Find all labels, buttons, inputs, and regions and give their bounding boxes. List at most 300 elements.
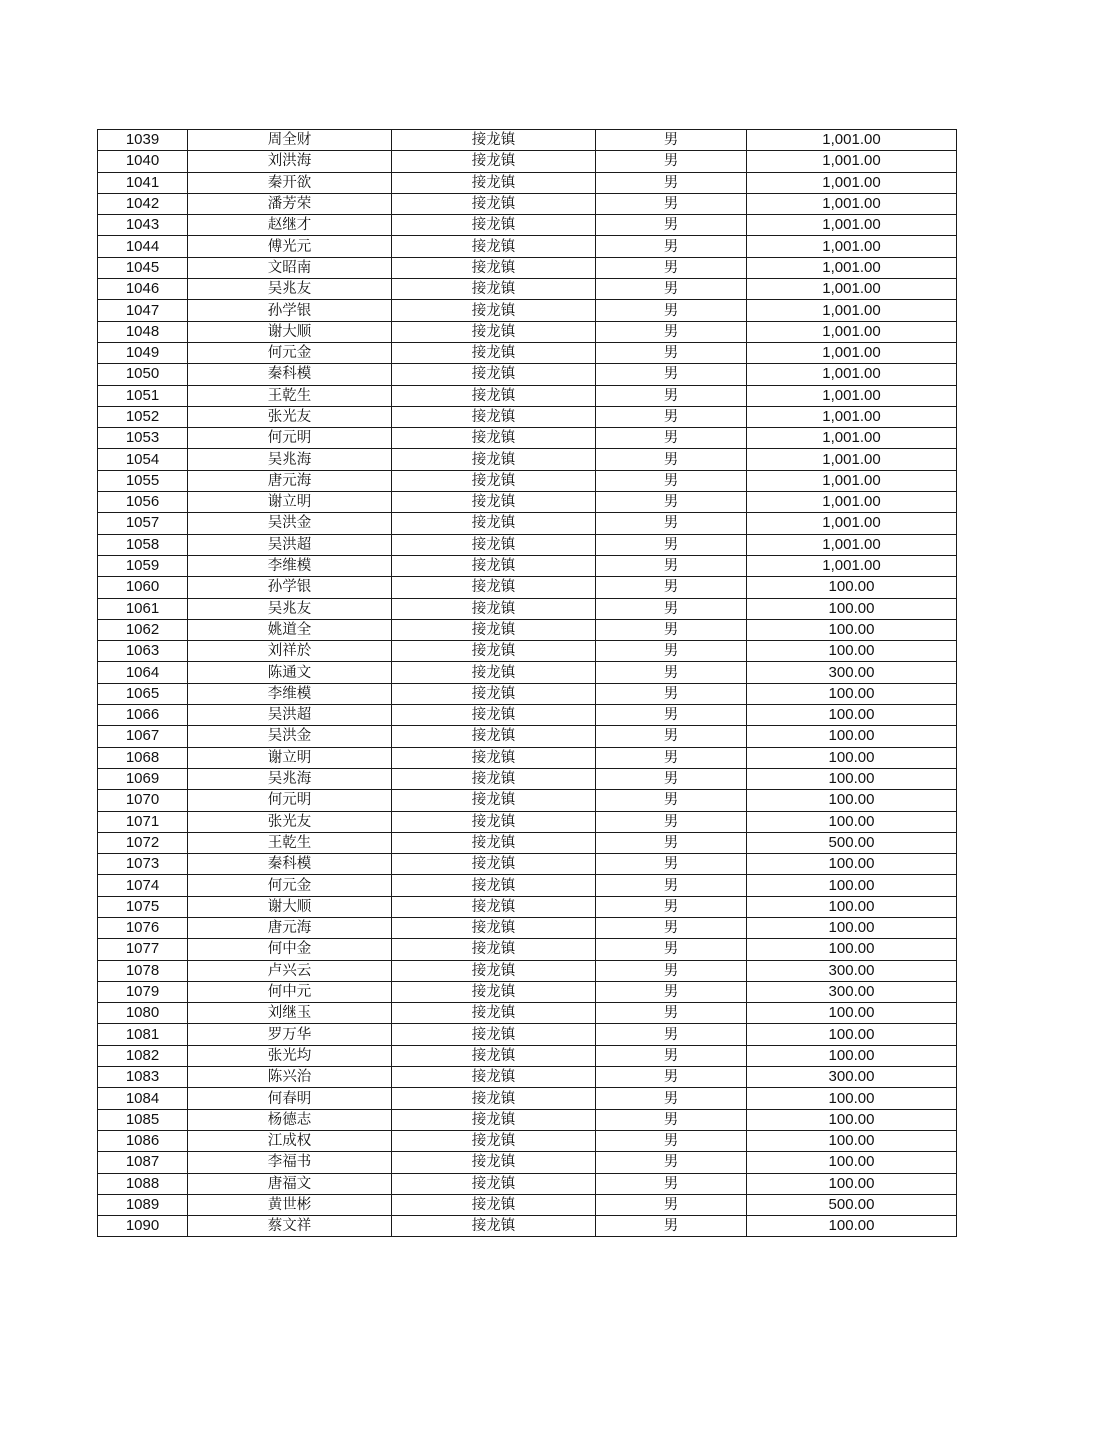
cell-amount: 100.00 (747, 1216, 957, 1237)
cell-name: 杨德志 (188, 1109, 392, 1130)
cell-town: 接龙镇 (392, 790, 596, 811)
cell-amount: 100.00 (747, 1109, 957, 1130)
cell-town: 接龙镇 (392, 1067, 596, 1088)
roster-table-body (98, 130, 957, 1237)
cell-gender: 男 (596, 236, 747, 257)
cell-name: 秦科模 (188, 364, 392, 385)
cell-amount: 100.00 (747, 768, 957, 789)
cell-amount: 1,001.00 (747, 236, 957, 257)
cell-gender: 男 (596, 832, 747, 853)
cell-amount: 100.00 (747, 1130, 957, 1151)
cell-gender: 男 (596, 747, 747, 768)
cell-name: 吴洪金 (188, 513, 392, 534)
table-row (98, 790, 957, 811)
table-row (98, 236, 957, 257)
cell-town: 接龙镇 (392, 193, 596, 214)
cell-gender: 男 (596, 151, 747, 172)
cell-town: 接龙镇 (392, 1088, 596, 1109)
cell-gender: 男 (596, 492, 747, 513)
cell-amount: 100.00 (747, 811, 957, 832)
cell-town: 接龙镇 (392, 215, 596, 236)
cell-number: 1048 (98, 321, 188, 342)
cell-amount: 100.00 (747, 577, 957, 598)
cell-name: 孙学银 (188, 300, 392, 321)
cell-name: 吴兆友 (188, 598, 392, 619)
cell-number: 1040 (98, 151, 188, 172)
table-row (98, 641, 957, 662)
cell-gender: 男 (596, 428, 747, 449)
cell-gender: 男 (596, 534, 747, 555)
cell-town: 接龙镇 (392, 598, 596, 619)
cell-town: 接龙镇 (392, 641, 596, 662)
cell-gender: 男 (596, 960, 747, 981)
cell-number: 1085 (98, 1109, 188, 1130)
table-row (98, 896, 957, 917)
cell-number: 1065 (98, 683, 188, 704)
table-row (98, 406, 957, 427)
cell-name: 谢立明 (188, 747, 392, 768)
table-row (98, 151, 957, 172)
cell-town: 接龙镇 (392, 1024, 596, 1045)
cell-number: 1080 (98, 1003, 188, 1024)
cell-name: 赵继才 (188, 215, 392, 236)
cell-town: 接龙镇 (392, 619, 596, 640)
table-row (98, 1109, 957, 1130)
cell-gender: 男 (596, 939, 747, 960)
cell-town: 接龙镇 (392, 492, 596, 513)
table-row (98, 875, 957, 896)
cell-town: 接龙镇 (392, 151, 596, 172)
cell-amount: 1,001.00 (747, 513, 957, 534)
cell-town: 接龙镇 (392, 428, 596, 449)
cell-gender: 男 (596, 619, 747, 640)
cell-gender: 男 (596, 981, 747, 1002)
table-row (98, 193, 957, 214)
cell-town: 接龙镇 (392, 1152, 596, 1173)
cell-name: 吴洪超 (188, 705, 392, 726)
cell-name: 王乾生 (188, 385, 392, 406)
cell-name: 蔡文祥 (188, 1216, 392, 1237)
cell-town: 接龙镇 (392, 917, 596, 938)
cell-name: 潘芳荣 (188, 193, 392, 214)
cell-amount: 1,001.00 (747, 342, 957, 363)
cell-gender: 男 (596, 215, 747, 236)
cell-town: 接龙镇 (392, 364, 596, 385)
cell-name: 张光友 (188, 406, 392, 427)
cell-amount: 100.00 (747, 598, 957, 619)
cell-name: 张光均 (188, 1045, 392, 1066)
cell-amount: 1,001.00 (747, 470, 957, 491)
cell-number: 1086 (98, 1130, 188, 1151)
cell-gender: 男 (596, 321, 747, 342)
table-row (98, 470, 957, 491)
cell-name: 李维模 (188, 683, 392, 704)
cell-gender: 男 (596, 896, 747, 917)
cell-amount: 1,001.00 (747, 151, 957, 172)
cell-gender: 男 (596, 300, 747, 321)
cell-name: 何中金 (188, 939, 392, 960)
cell-town: 接龙镇 (392, 385, 596, 406)
cell-gender: 男 (596, 705, 747, 726)
table-row (98, 981, 957, 1002)
table-row (98, 960, 957, 981)
cell-number: 1043 (98, 215, 188, 236)
cell-number: 1045 (98, 257, 188, 278)
cell-amount: 500.00 (747, 832, 957, 853)
cell-number: 1076 (98, 917, 188, 938)
cell-town: 接龙镇 (392, 236, 596, 257)
cell-name: 刘继玉 (188, 1003, 392, 1024)
cell-name: 谢立明 (188, 492, 392, 513)
table-row (98, 747, 957, 768)
table-row (98, 705, 957, 726)
cell-amount: 100.00 (747, 641, 957, 662)
cell-gender: 男 (596, 1109, 747, 1130)
table-row (98, 534, 957, 555)
cell-town: 接龙镇 (392, 470, 596, 491)
cell-name: 吴兆海 (188, 449, 392, 470)
table-row (98, 917, 957, 938)
cell-gender: 男 (596, 513, 747, 534)
cell-town: 接龙镇 (392, 662, 596, 683)
cell-town: 接龙镇 (392, 257, 596, 278)
cell-number: 1064 (98, 662, 188, 683)
cell-number: 1072 (98, 832, 188, 853)
cell-gender: 男 (596, 342, 747, 363)
table-row (98, 768, 957, 789)
cell-amount: 100.00 (747, 619, 957, 640)
cell-name: 何中元 (188, 981, 392, 1002)
cell-number: 1083 (98, 1067, 188, 1088)
cell-amount: 300.00 (747, 1067, 957, 1088)
table-row (98, 1173, 957, 1194)
cell-amount: 100.00 (747, 1173, 957, 1194)
cell-gender: 男 (596, 577, 747, 598)
cell-gender: 男 (596, 1173, 747, 1194)
cell-number: 1073 (98, 854, 188, 875)
cell-number: 1066 (98, 705, 188, 726)
table-row (98, 1088, 957, 1109)
cell-amount: 100.00 (747, 854, 957, 875)
cell-number: 1088 (98, 1173, 188, 1194)
cell-name: 唐元海 (188, 917, 392, 938)
table-row (98, 385, 957, 406)
cell-town: 接龙镇 (392, 875, 596, 896)
cell-gender: 男 (596, 598, 747, 619)
cell-name: 谢大顺 (188, 321, 392, 342)
cell-number: 1053 (98, 428, 188, 449)
table-row (98, 726, 957, 747)
table-row (98, 257, 957, 278)
cell-name: 姚道全 (188, 619, 392, 640)
cell-gender: 男 (596, 385, 747, 406)
cell-gender: 男 (596, 470, 747, 491)
cell-town: 接龙镇 (392, 1173, 596, 1194)
cell-name: 唐元海 (188, 470, 392, 491)
cell-amount: 1,001.00 (747, 321, 957, 342)
cell-amount: 1,001.00 (747, 300, 957, 321)
cell-amount: 1,001.00 (747, 449, 957, 470)
cell-name: 孙学银 (188, 577, 392, 598)
cell-number: 1063 (98, 641, 188, 662)
cell-town: 接龙镇 (392, 172, 596, 193)
cell-amount: 100.00 (747, 683, 957, 704)
table-row (98, 130, 957, 151)
cell-name: 黄世彬 (188, 1194, 392, 1215)
cell-name: 傅光元 (188, 236, 392, 257)
cell-town: 接龙镇 (392, 406, 596, 427)
cell-name: 王乾生 (188, 832, 392, 853)
cell-number: 1082 (98, 1045, 188, 1066)
cell-town: 接龙镇 (392, 705, 596, 726)
cell-town: 接龙镇 (392, 279, 596, 300)
table-row (98, 1194, 957, 1215)
cell-amount: 100.00 (747, 939, 957, 960)
cell-name: 吴洪超 (188, 534, 392, 555)
table-row (98, 364, 957, 385)
cell-town: 接龙镇 (392, 768, 596, 789)
cell-number: 1081 (98, 1024, 188, 1045)
cell-number: 1084 (98, 1088, 188, 1109)
cell-number: 1067 (98, 726, 188, 747)
cell-amount: 100.00 (747, 1152, 957, 1173)
cell-number: 1068 (98, 747, 188, 768)
cell-name: 李福书 (188, 1152, 392, 1173)
cell-gender: 男 (596, 662, 747, 683)
table-row (98, 811, 957, 832)
cell-number: 1047 (98, 300, 188, 321)
cell-amount: 100.00 (747, 1003, 957, 1024)
cell-gender: 男 (596, 172, 747, 193)
cell-gender: 男 (596, 1045, 747, 1066)
table-row (98, 683, 957, 704)
cell-amount: 100.00 (747, 1045, 957, 1066)
cell-number: 1050 (98, 364, 188, 385)
cell-amount: 1,001.00 (747, 193, 957, 214)
table-row (98, 172, 957, 193)
cell-gender: 男 (596, 641, 747, 662)
cell-name: 江成权 (188, 1130, 392, 1151)
table-row (98, 1152, 957, 1173)
cell-gender: 男 (596, 683, 747, 704)
cell-number: 1052 (98, 406, 188, 427)
cell-gender: 男 (596, 811, 747, 832)
cell-name: 罗万华 (188, 1024, 392, 1045)
cell-amount: 1,001.00 (747, 215, 957, 236)
cell-name: 吴兆海 (188, 768, 392, 789)
cell-gender: 男 (596, 790, 747, 811)
cell-gender: 男 (596, 875, 747, 896)
cell-name: 刘祥於 (188, 641, 392, 662)
cell-gender: 男 (596, 193, 747, 214)
roster-table (97, 129, 957, 1237)
cell-town: 接龙镇 (392, 1194, 596, 1215)
cell-town: 接龙镇 (392, 513, 596, 534)
cell-town: 接龙镇 (392, 1109, 596, 1130)
cell-amount: 1,001.00 (747, 534, 957, 555)
cell-number: 1079 (98, 981, 188, 1002)
cell-name: 秦科模 (188, 854, 392, 875)
cell-name: 周全财 (188, 130, 392, 151)
cell-town: 接龙镇 (392, 726, 596, 747)
cell-town: 接龙镇 (392, 1003, 596, 1024)
cell-amount: 100.00 (747, 1088, 957, 1109)
cell-name: 刘洪海 (188, 151, 392, 172)
cell-number: 1054 (98, 449, 188, 470)
cell-town: 接龙镇 (392, 854, 596, 875)
cell-number: 1051 (98, 385, 188, 406)
cell-town: 接龙镇 (392, 342, 596, 363)
cell-number: 1049 (98, 342, 188, 363)
cell-town: 接龙镇 (392, 981, 596, 1002)
cell-amount: 1,001.00 (747, 492, 957, 513)
table-row (98, 1216, 957, 1237)
cell-gender: 男 (596, 854, 747, 875)
cell-name: 何春明 (188, 1088, 392, 1109)
cell-name: 陈兴治 (188, 1067, 392, 1088)
cell-gender: 男 (596, 364, 747, 385)
cell-amount: 1,001.00 (747, 279, 957, 300)
cell-number: 1071 (98, 811, 188, 832)
cell-amount: 100.00 (747, 726, 957, 747)
cell-amount: 100.00 (747, 747, 957, 768)
table-row (98, 939, 957, 960)
cell-number: 1058 (98, 534, 188, 555)
cell-number: 1042 (98, 193, 188, 214)
cell-gender: 男 (596, 1024, 747, 1045)
table-row (98, 1003, 957, 1024)
cell-name: 何元金 (188, 342, 392, 363)
table-row (98, 1024, 957, 1045)
cell-town: 接龙镇 (392, 960, 596, 981)
table-row (98, 300, 957, 321)
table-row (98, 832, 957, 853)
table-row (98, 449, 957, 470)
cell-gender: 男 (596, 726, 747, 747)
cell-number: 1077 (98, 939, 188, 960)
cell-gender: 男 (596, 279, 747, 300)
table-row (98, 215, 957, 236)
cell-gender: 男 (596, 1216, 747, 1237)
cell-town: 接龙镇 (392, 939, 596, 960)
cell-number: 1074 (98, 875, 188, 896)
cell-town: 接龙镇 (392, 555, 596, 576)
cell-gender: 男 (596, 768, 747, 789)
cell-gender: 男 (596, 1067, 747, 1088)
table-row (98, 1130, 957, 1151)
cell-amount: 100.00 (747, 875, 957, 896)
cell-name: 何元金 (188, 875, 392, 896)
table-row (98, 854, 957, 875)
cell-amount: 1,001.00 (747, 364, 957, 385)
cell-number: 1039 (98, 130, 188, 151)
cell-gender: 男 (596, 406, 747, 427)
cell-town: 接龙镇 (392, 896, 596, 917)
cell-number: 1087 (98, 1152, 188, 1173)
cell-name: 何元明 (188, 790, 392, 811)
cell-town: 接龙镇 (392, 747, 596, 768)
cell-name: 文昭南 (188, 257, 392, 278)
cell-amount: 1,001.00 (747, 172, 957, 193)
cell-name: 李维模 (188, 555, 392, 576)
cell-number: 1059 (98, 555, 188, 576)
cell-town: 接龙镇 (392, 130, 596, 151)
cell-gender: 男 (596, 1088, 747, 1109)
cell-town: 接龙镇 (392, 811, 596, 832)
cell-town: 接龙镇 (392, 534, 596, 555)
cell-town: 接龙镇 (392, 321, 596, 342)
cell-town: 接龙镇 (392, 832, 596, 853)
cell-number: 1061 (98, 598, 188, 619)
table-row (98, 619, 957, 640)
table-row (98, 492, 957, 513)
cell-number: 1089 (98, 1194, 188, 1215)
cell-number: 1062 (98, 619, 188, 640)
cell-name: 谢大顺 (188, 896, 392, 917)
cell-amount: 100.00 (747, 705, 957, 726)
cell-name: 吴兆友 (188, 279, 392, 300)
cell-town: 接龙镇 (392, 300, 596, 321)
cell-gender: 男 (596, 449, 747, 470)
table-row (98, 577, 957, 598)
cell-number: 1090 (98, 1216, 188, 1237)
cell-amount: 1,001.00 (747, 555, 957, 576)
cell-amount: 1,001.00 (747, 257, 957, 278)
cell-amount: 1,001.00 (747, 385, 957, 406)
cell-name: 何元明 (188, 428, 392, 449)
cell-amount: 100.00 (747, 896, 957, 917)
table-row (98, 598, 957, 619)
cell-name: 张光友 (188, 811, 392, 832)
cell-amount: 1,001.00 (747, 406, 957, 427)
table-row (98, 1045, 957, 1066)
cell-name: 卢兴云 (188, 960, 392, 981)
cell-gender: 男 (596, 1194, 747, 1215)
cell-gender: 男 (596, 1003, 747, 1024)
cell-number: 1060 (98, 577, 188, 598)
cell-gender: 男 (596, 130, 747, 151)
cell-name: 吴洪金 (188, 726, 392, 747)
cell-name: 唐福文 (188, 1173, 392, 1194)
cell-gender: 男 (596, 257, 747, 278)
cell-gender: 男 (596, 1130, 747, 1151)
table-row (98, 662, 957, 683)
table-row (98, 428, 957, 449)
cell-number: 1078 (98, 960, 188, 981)
cell-number: 1075 (98, 896, 188, 917)
table-row (98, 279, 957, 300)
cell-number: 1056 (98, 492, 188, 513)
cell-amount: 100.00 (747, 917, 957, 938)
cell-number: 1057 (98, 513, 188, 534)
cell-amount: 300.00 (747, 960, 957, 981)
cell-number: 1046 (98, 279, 188, 300)
cell-amount: 300.00 (747, 981, 957, 1002)
cell-town: 接龙镇 (392, 1045, 596, 1066)
cell-amount: 1,001.00 (747, 428, 957, 449)
cell-gender: 男 (596, 1152, 747, 1173)
cell-number: 1070 (98, 790, 188, 811)
cell-name: 秦开欲 (188, 172, 392, 193)
cell-amount: 300.00 (747, 662, 957, 683)
table-row (98, 513, 957, 534)
table-row (98, 1067, 957, 1088)
cell-town: 接龙镇 (392, 1130, 596, 1151)
cell-town: 接龙镇 (392, 577, 596, 598)
cell-gender: 男 (596, 555, 747, 576)
cell-town: 接龙镇 (392, 683, 596, 704)
cell-number: 1055 (98, 470, 188, 491)
